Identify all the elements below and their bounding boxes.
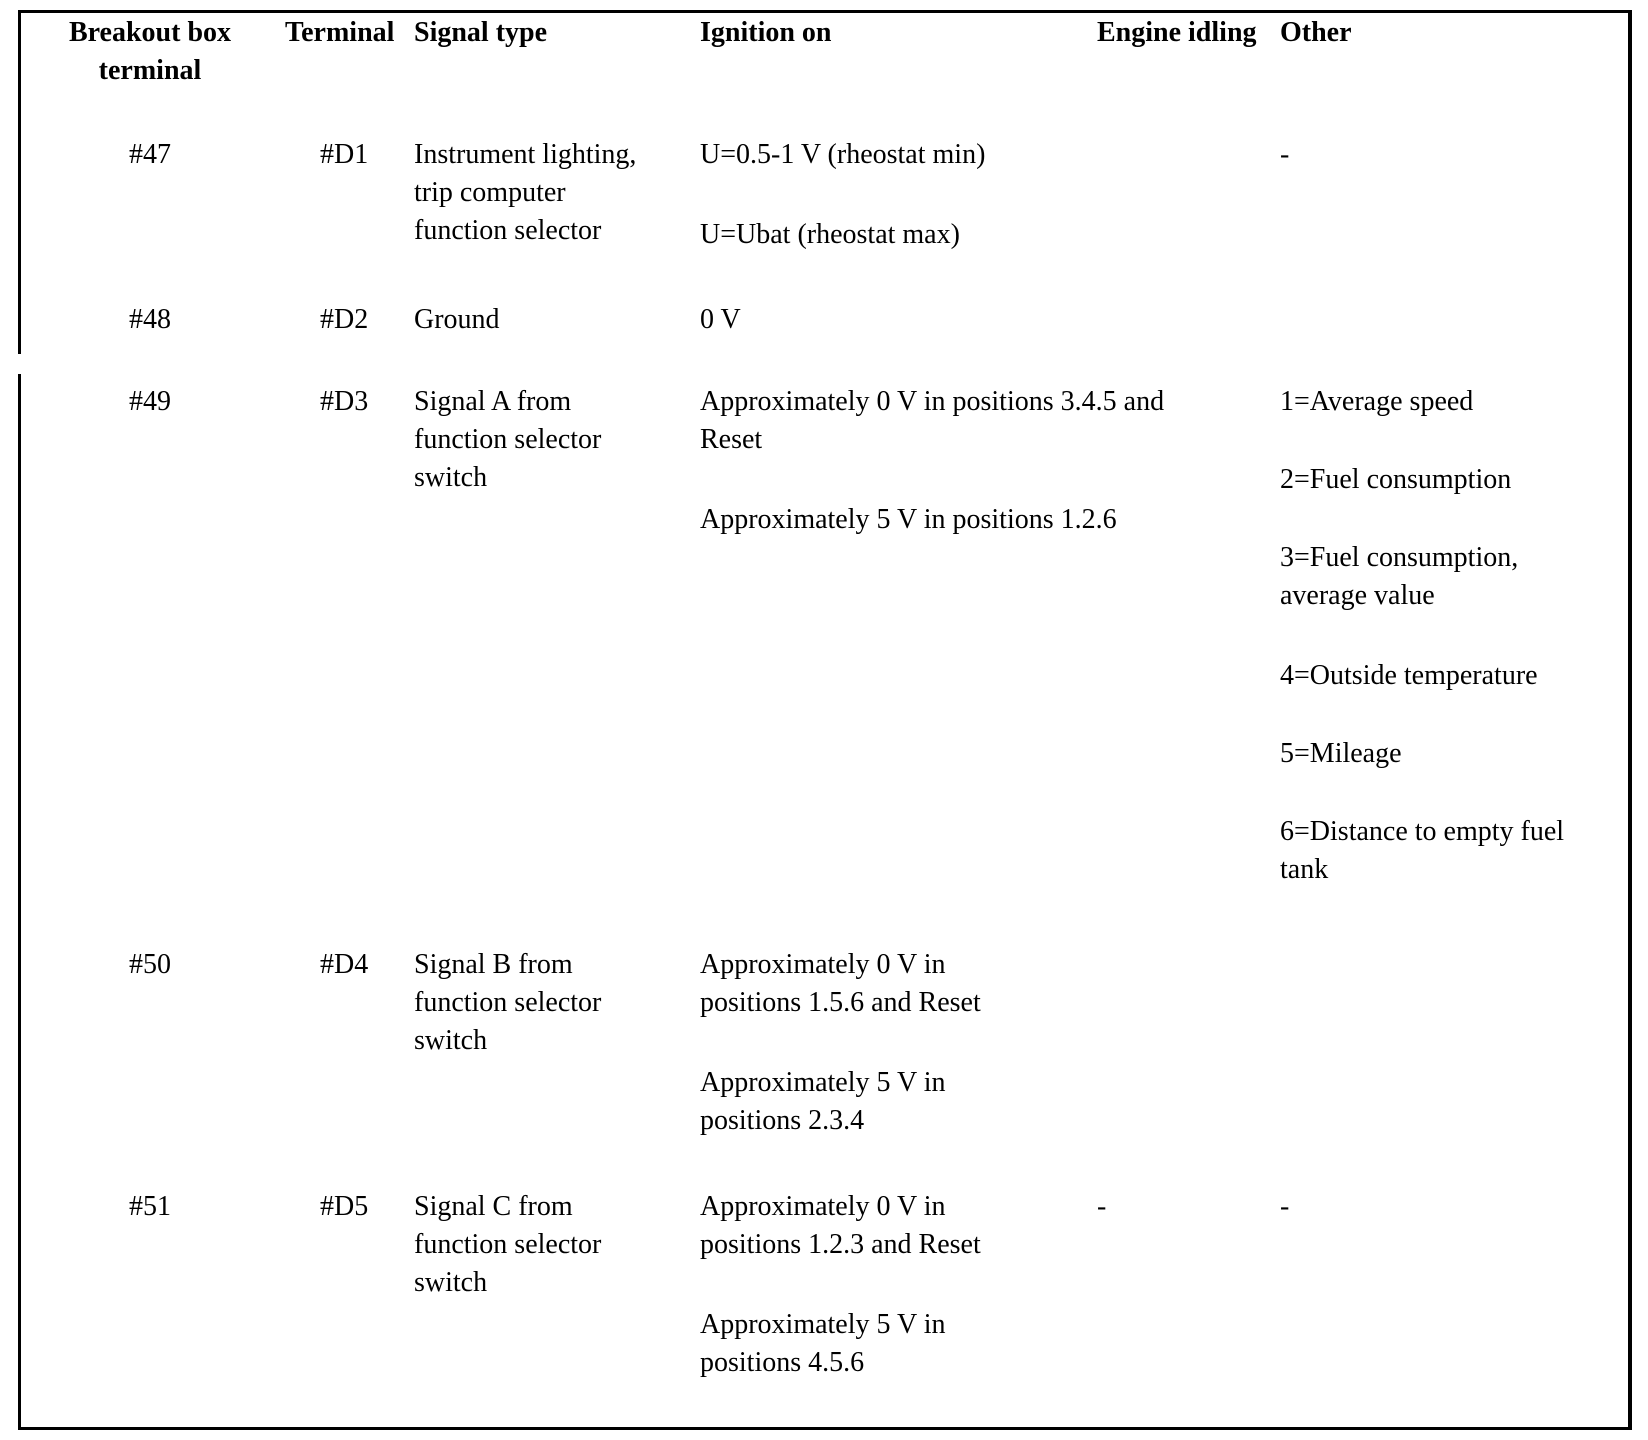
table-row-48-ignition: 0 V xyxy=(700,304,741,335)
signal-line: function selector xyxy=(414,215,602,246)
header-ignition-on: Ignition on xyxy=(700,17,832,48)
table-row-49-other xyxy=(1280,383,1564,889)
signal-line: switch xyxy=(414,1267,488,1298)
other-line: tank xyxy=(1280,854,1329,885)
header-breakout-box-terminal xyxy=(40,14,260,90)
table-row-51-breakout: #51 xyxy=(129,1191,171,1222)
table-row-51-signal xyxy=(414,1188,601,1302)
header-signal-type: Signal type xyxy=(414,17,548,48)
table-row-49-terminal: #D3 xyxy=(320,386,369,417)
header-terminal: Terminal xyxy=(285,17,395,48)
table-row-47-signal xyxy=(414,136,636,250)
ignition-line: Approximately 5 V in xyxy=(700,1309,946,1340)
ignition-line: Approximately 0 V in positions 3.4.5 and xyxy=(700,386,1165,417)
table-row-49-breakout: #49 xyxy=(129,386,171,417)
table-row-50-ignition xyxy=(700,946,981,1140)
table-row-47-ignition xyxy=(700,136,985,254)
signal-line: switch xyxy=(414,462,488,493)
other-line: 3=Fuel consumption, xyxy=(1280,542,1519,573)
signal-line: trip computer xyxy=(414,177,566,208)
signal-line: Signal C from xyxy=(414,1191,573,1222)
other-line: 6=Distance to empty fuel xyxy=(1280,816,1565,847)
table-row-51-engine: - xyxy=(1097,1191,1107,1222)
ignition-line: Approximately 5 V in positions 1.2.6 xyxy=(700,504,1117,535)
other-line: 5=Mileage xyxy=(1280,738,1402,769)
table-row-48-breakout: #48 xyxy=(129,304,171,335)
header-other: Other xyxy=(1280,17,1352,48)
table-row-49-signal xyxy=(414,383,601,497)
signal-line: function selector xyxy=(414,1229,602,1260)
table-row-50-breakout: #50 xyxy=(129,949,171,980)
table-row-50-terminal: #D4 xyxy=(320,949,369,980)
table-row-47-breakout: #47 xyxy=(129,139,171,170)
ignition-line: Approximately 5 V in xyxy=(700,1067,946,1098)
signal-line: Signal B from xyxy=(414,949,573,980)
signal-line: switch xyxy=(414,1025,488,1056)
ignition-line: Approximately 0 V in xyxy=(700,949,946,980)
signal-line: Signal A from xyxy=(414,386,572,417)
table-row-51-terminal: #D5 xyxy=(320,1191,369,1222)
other-line: 1=Average speed xyxy=(1280,386,1474,417)
signal-line: function selector xyxy=(414,424,602,455)
header-breakout-line1: Breakout box xyxy=(68,17,232,48)
other-line: 2=Fuel consumption xyxy=(1280,464,1512,495)
table-row-51-ignition xyxy=(700,1188,981,1382)
ignition-line: U=0.5-1 V (rheostat min) xyxy=(700,139,986,170)
signal-line: function selector xyxy=(414,987,602,1018)
ignition-line: Approximately 0 V in xyxy=(700,1191,946,1222)
table-row-49-ignition xyxy=(700,383,1164,539)
ignition-line: Reset xyxy=(700,424,763,455)
other-line: average value xyxy=(1280,580,1435,611)
ignition-line: positions 4.5.6 xyxy=(700,1347,865,1378)
header-engine-idling: Engine idling xyxy=(1097,17,1257,48)
table-row-47-terminal: #D1 xyxy=(320,139,369,170)
table-row-50-signal xyxy=(414,946,601,1060)
table-row-48-signal: Ground xyxy=(414,304,500,335)
ignition-line: positions 1.2.3 and Reset xyxy=(700,1229,981,1260)
ignition-line: positions 2.3.4 xyxy=(700,1105,865,1136)
table-row-47-other: - xyxy=(1280,139,1290,170)
table-row-48-terminal: #D2 xyxy=(320,304,369,335)
other-line: 4=Outside temperature xyxy=(1280,660,1538,691)
ignition-line: positions 1.5.6 and Reset xyxy=(700,987,981,1018)
signal-line: Instrument lighting, xyxy=(414,139,637,170)
ignition-line: U=Ubat (rheostat max) xyxy=(700,219,960,250)
table-row-51-other: - xyxy=(1280,1191,1290,1222)
frame-gap xyxy=(17,354,23,374)
header-breakout-line2: terminal xyxy=(98,55,202,86)
